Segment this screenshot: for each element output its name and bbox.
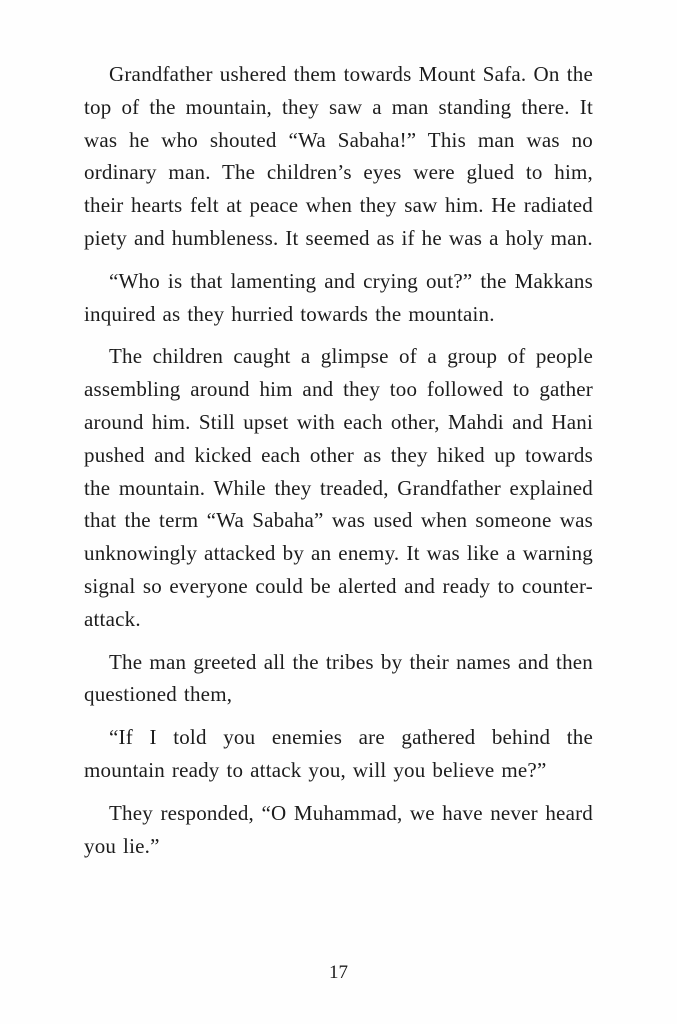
paragraph-1: Grandfather ushered them towards Mount Safa. On the top of the mountain, they saw a man standing there. It was he who shouted “Wa Sabaha!” This man was no ordinary man. The children’s eyes were glued to him, their hearts felt at peace when they saw him. He radiated piety and humbleness. It seemed as if he was a holy man. bbox=[84, 62, 593, 250]
paragraph-2: “Who is that lamenting and crying out?” the Makkans inquired as they hurried towards the mountain. bbox=[84, 268, 593, 326]
paragraph-6: They responded, “O Muhammad, we have never heard you lie.” bbox=[84, 800, 593, 858]
paragraph-3: The children caught a glimpse of a group of people assembling around him and they too followed to gather around him. Still upset with each other, Mahdi and Hani pushed and kicked each other as they hiked up towards the mountain. While they treaded, Grandfather explained that the term “Wa Sabaha” was used when someone was unknowingly attacked by an enemy. It was like a warning signal so everyone could be alerted and ready to counter-attack. bbox=[84, 344, 593, 631]
page-body-text bbox=[84, 58, 593, 862]
paragraph-4: The man greeted all the tribes by their names and then questioned them, bbox=[84, 649, 593, 707]
page-number: 17 bbox=[329, 962, 348, 983]
paragraph-5: “If I told you enemies are gathered behind the mountain ready to attack you, will you believe me?” bbox=[84, 725, 593, 782]
